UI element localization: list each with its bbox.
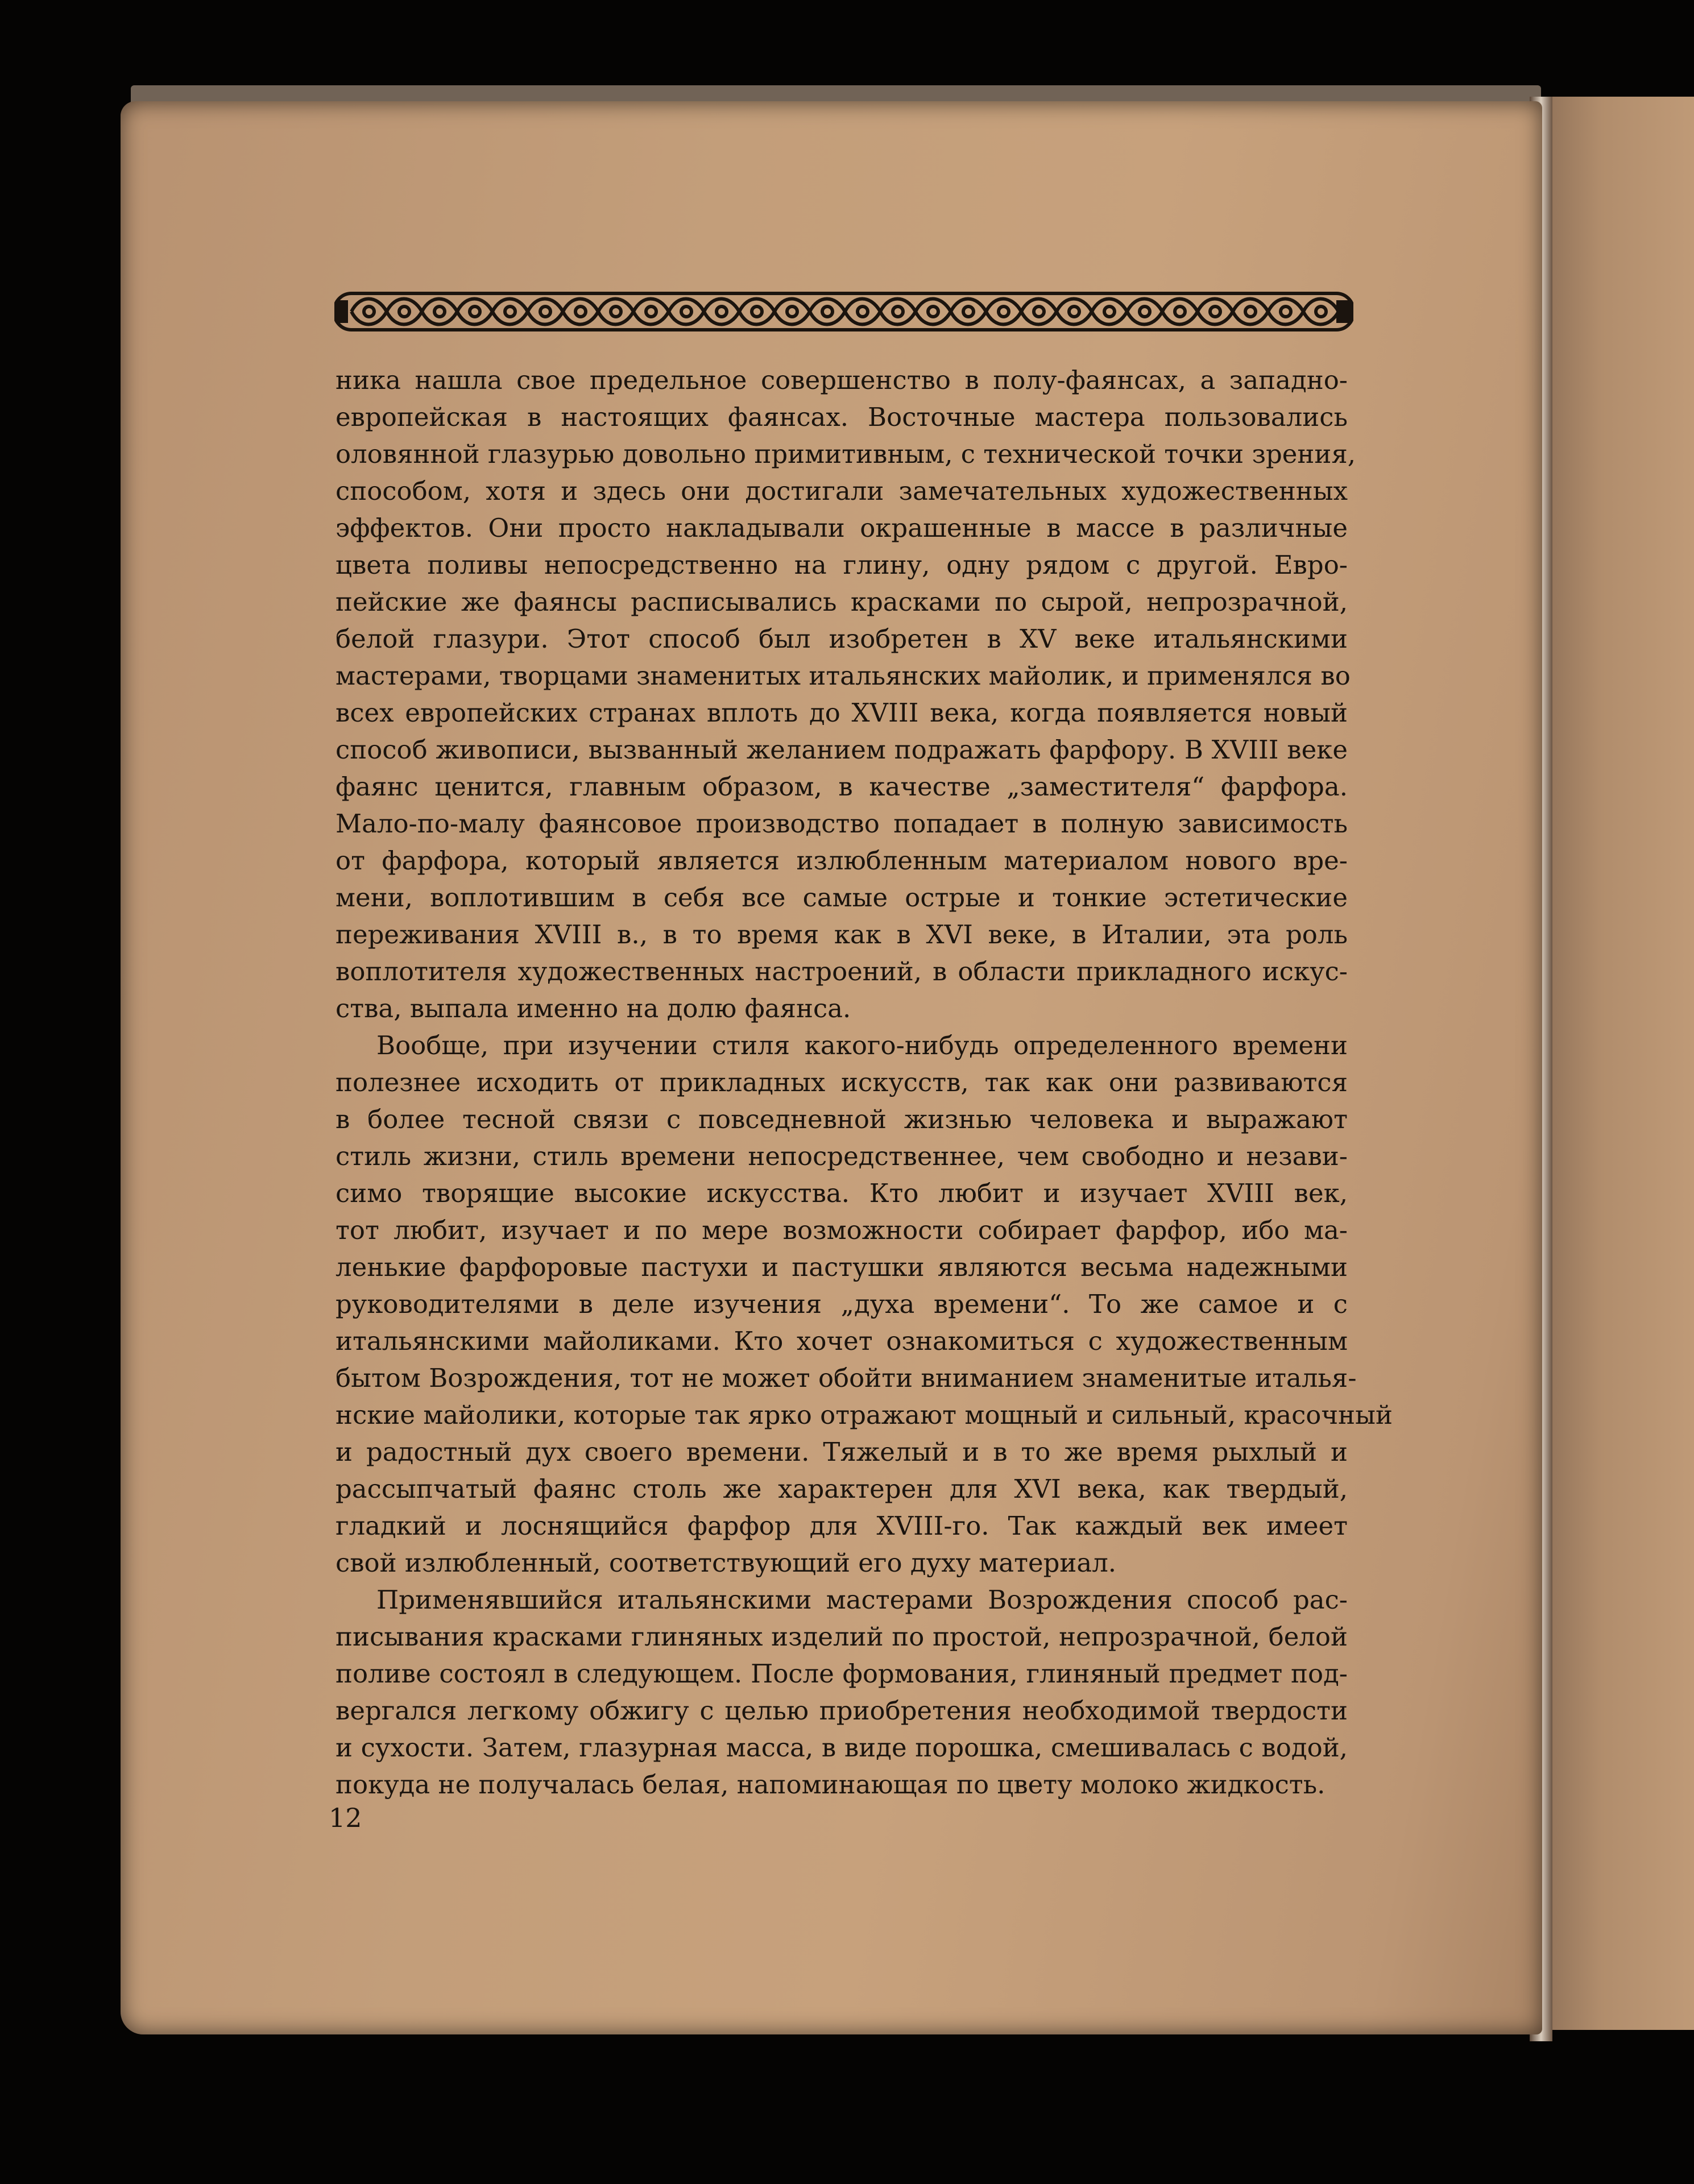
- text-line: ника нашла свое предельное совершенство в полу-фаянсах, а западно-: [336, 365, 1348, 395]
- text-line: пейские же фаянсы расписывались красками по сырой, непрозрачной,: [336, 587, 1348, 617]
- text-line: эффектов. Они просто накладывали окрашенные в массе в различные: [336, 513, 1348, 543]
- text-line: переживания XVIII в., в то время как в XVI веке, в Италии, эта роль: [336, 919, 1348, 950]
- text-line: всех европейских странах вплоть до XVIII века, когда появляется новый: [336, 698, 1348, 728]
- text-line: симо творящие высокие искусства. Кто любит и изучает XVIII век,: [336, 1178, 1348, 1208]
- page-number: 12: [329, 1802, 362, 1833]
- text-line: поливе состоял в следующем. После формования, глиняный предмет под-: [336, 1659, 1348, 1689]
- text-line: мени, воплотившим в себя все самые острые и тонкие эстетические: [336, 882, 1348, 913]
- text-line: свой излюбленный, соответствующий его духу материал.: [336, 1548, 1117, 1578]
- paragraph: [336, 1581, 1348, 1803]
- text-line: Применявшийся итальянскими мастерами Возрождения способ рас-: [376, 1585, 1348, 1615]
- text-line: полезнее исходить от прикладных искусств, так как они развиваются: [336, 1067, 1348, 1097]
- text-line: фаянс ценится, главным образом, в качестве „заместителя“ фарфора.: [336, 772, 1348, 802]
- text-line: от фарфора, который является излюбленным материалом нового вре-: [336, 846, 1348, 876]
- text-line: Мало-по-малу фаянсовое производство попадает в полную зависимость: [336, 809, 1348, 839]
- text-line: тот любит, изучает и по мере возможности собирает фарфор, ибо ма-: [336, 1215, 1348, 1245]
- text-line: мастерами, творцами знаменитых итальянских майолик, и применялся во: [336, 661, 1351, 691]
- facing-page: [1540, 97, 1694, 2030]
- text-line: европейская в настоящих фаянсах. Восточные мастера пользовались: [336, 402, 1348, 432]
- text-line: способ живописи, вызванный желанием подражать фарфору. В XVIII веке: [336, 735, 1348, 765]
- body-text: [336, 362, 1393, 1803]
- text-line: бытом Возрождения, тот не может обойти вниманием знаменитые италья-: [336, 1363, 1357, 1393]
- text-line: Вообще, при изучении стиля какого-нибудь определенного времени: [376, 1030, 1348, 1060]
- text-line: и сухости. Затем, глазурная масса, в виде порошка, смешивалась с водой,: [336, 1733, 1348, 1763]
- text-line: покуда не получалась белая, напоминающая по цвету молоко жидкость.: [336, 1769, 1326, 1800]
- text-line: ства, выпала именно на долю фаянса.: [336, 993, 851, 1023]
- text-line: нские майолики, которые так ярко отражают мощный и сильный, красочный: [336, 1400, 1393, 1430]
- decorative-header-ornament: [334, 289, 1353, 334]
- text-line: итальянскими майоликами. Кто хочет ознакомиться с художественным: [336, 1326, 1348, 1356]
- text-line: ленькие фарфоровые пастухи и пастушки являются весьма надежными: [336, 1252, 1348, 1282]
- text-line: и радостный дух своего времени. Тяжелый и в то же время рыхлый и: [336, 1437, 1348, 1467]
- text-line: цвета поливы непосредственно на глину, одну рядом с другой. Евро-: [336, 550, 1348, 580]
- text-line: оловянной глазурью довольно примитивным, с технической точки зрения,: [336, 439, 1356, 469]
- text-line: вергался легкому обжигу с целью приобретения необходимой твердости: [336, 1696, 1348, 1726]
- text-line: в более тесной связи с повседневной жизнью человека и выражают: [336, 1104, 1348, 1134]
- text-line: писывания красками глиняных изделий по простой, непрозрачной, белой: [336, 1622, 1348, 1652]
- text-line: рассыпчатый фаянс столь же характерен для XVI века, как твердый,: [336, 1474, 1348, 1504]
- text-line: стиль жизни, стиль времени непосредственнее, чем свободно и незави-: [336, 1141, 1348, 1171]
- text-line: воплотителя художественных настроений, в области прикладного искус-: [336, 956, 1348, 987]
- text-line: руководителями в деле изучения „духа времени“. То же самое и с: [336, 1289, 1348, 1319]
- paragraph: [336, 362, 1356, 1027]
- text-line: белой глазури. Этот способ был изобретен в XV веке итальянскими: [336, 624, 1348, 654]
- paragraph: [336, 1027, 1393, 1581]
- text-line: гладкий и лоснящийся фарфор для XVIII-го. Так каждый век имеет: [336, 1511, 1348, 1541]
- text-line: способом, хотя и здесь они достигали замечательных художественных: [336, 476, 1348, 506]
